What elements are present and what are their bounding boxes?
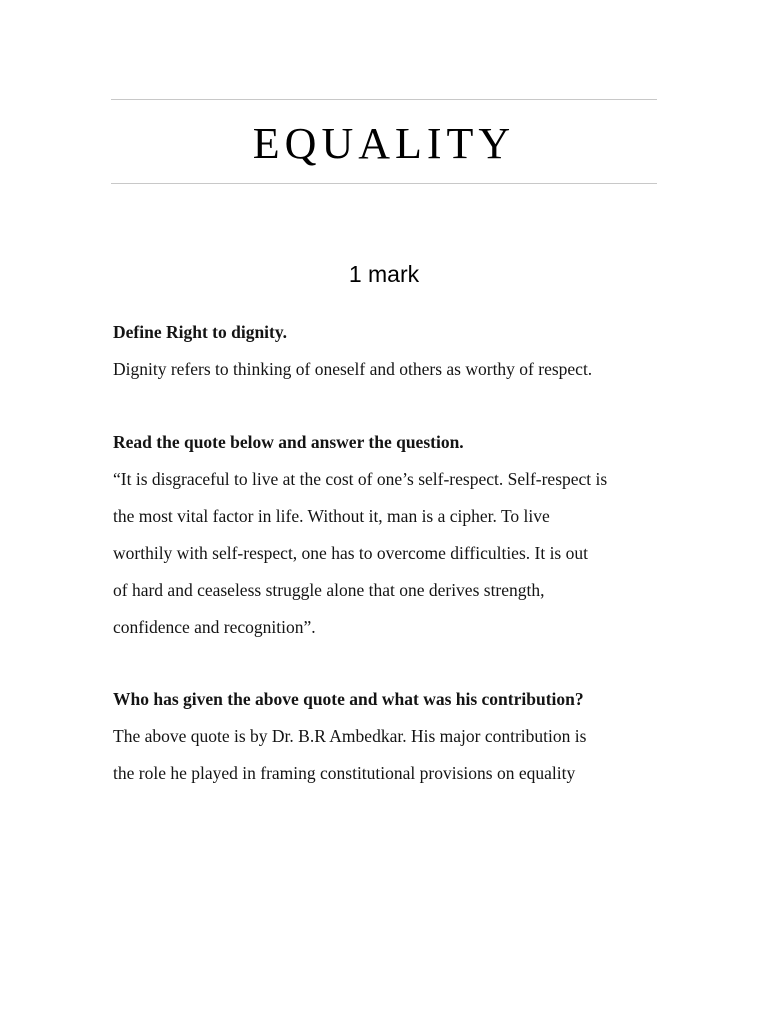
answer-2-line: confidence and recognition”. (113, 617, 316, 637)
answer-2-line: worthily with self-respect, one has to overcome difficulties. It is out (113, 543, 588, 563)
answer-1 (113, 351, 658, 388)
document-title: EQUALITY (252, 119, 516, 168)
title-bottom-rule (111, 183, 657, 184)
answer-1-line: Dignity refers to thinking of oneself and others as worthy of respect. (113, 359, 593, 379)
question-2: Read the quote below and answer the question. (113, 432, 464, 452)
answer-3 (113, 718, 658, 792)
answer-3-line: the role he played in framing constitutional provisions on equality (113, 763, 576, 783)
answer-3-line: The above quote is by Dr. B.R Ambedkar. His major contribution is (113, 726, 587, 746)
answer-2-line: “It is disgraceful to live at the cost of one’s self-respect. Self-respect is (113, 469, 608, 489)
question-1: Define Right to dignity. (113, 322, 288, 342)
question-3: Who has given the above quote and what was his contribution? (113, 689, 584, 709)
answer-2-line: the most vital factor in life. Without it, man is a cipher. To live (113, 506, 550, 526)
section-heading: 1 mark (348, 261, 420, 287)
title-top-rule (111, 99, 657, 100)
answer-2-line: of hard and ceaseless struggle alone that one derives strength, (113, 580, 545, 600)
answer-2 (113, 461, 658, 646)
